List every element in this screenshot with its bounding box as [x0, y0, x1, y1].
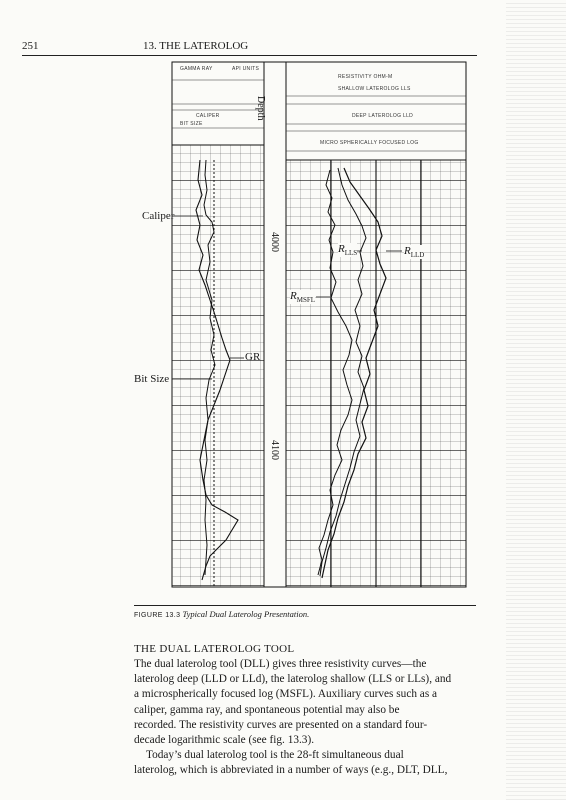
page-number: 251: [22, 40, 39, 52]
bit-size-label: Bit Size: [134, 373, 170, 385]
text-line: Today’s dual laterolog tool is the 28-ft simultaneous dual: [146, 749, 404, 761]
depth-header: Depth: [255, 96, 266, 121]
caliper-header: CALIPER: [196, 113, 220, 119]
figure-caption: [134, 609, 309, 619]
text-line: decade logarithmic scale (see fig. 13.3).: [134, 734, 315, 747]
body-paragraph-1: [134, 657, 479, 748]
text-line: The dual laterolog tool (DLL) gives three resistivity curves—the: [134, 658, 427, 670]
depth-tick-4000: 4000: [269, 232, 280, 252]
bit-size-header: BIT SIZE: [180, 121, 203, 127]
rmsfl-label: $R_{MSFL}$: [290, 290, 316, 305]
running-title: 13. THE LATEROLOG: [143, 40, 249, 52]
rlls-label: $R_{LLS}$: [338, 243, 358, 258]
figure-number: FIGURE 13.3: [134, 612, 181, 619]
section-heading: THE DUAL LATEROLOG TOOL: [134, 643, 295, 655]
rlld-label: $R_{LLD}$: [404, 245, 425, 260]
figure-caption-text: Typical Dual Laterolog Presentation.: [182, 609, 310, 619]
text-line: a microspherically focused log (MSFL). Auxiliary curves such as a: [134, 688, 438, 701]
shallow-laterolog-header: SHALLOW LATEROLOG LLS: [338, 86, 411, 92]
text-line: laterolog deep (LLD or LLd), the laterolog shallow (LLS or LLs), and: [134, 673, 452, 686]
caliper-label: Caliper: [142, 210, 175, 222]
text-line: recorded. The resistivity curves are presented on a standard four-: [134, 718, 428, 731]
gamma-ray-units: API UNITS: [232, 66, 260, 72]
text-line: laterolog, which is abbreviated in a number of ways (e.g., DLT, DLL,: [134, 764, 448, 777]
gamma-ray-header: GAMMA RAY: [180, 66, 213, 72]
depth-tick-4100: 4100: [269, 440, 280, 460]
gr-label: GR: [245, 351, 261, 363]
resistivity-header: RESISTIVITY OHM-M: [338, 74, 393, 80]
text-line: caliper, gamma ray, and spontaneous potential may also be: [134, 703, 400, 716]
body-paragraph-2: [134, 748, 479, 778]
caption-rule: [134, 605, 476, 606]
micro-log-header: MICRO SPHERICALLY FOCUSED LOG: [320, 140, 419, 146]
deep-laterolog-header: DEEP LATEROLOG LLD: [352, 113, 414, 119]
depth-track: [264, 62, 286, 587]
